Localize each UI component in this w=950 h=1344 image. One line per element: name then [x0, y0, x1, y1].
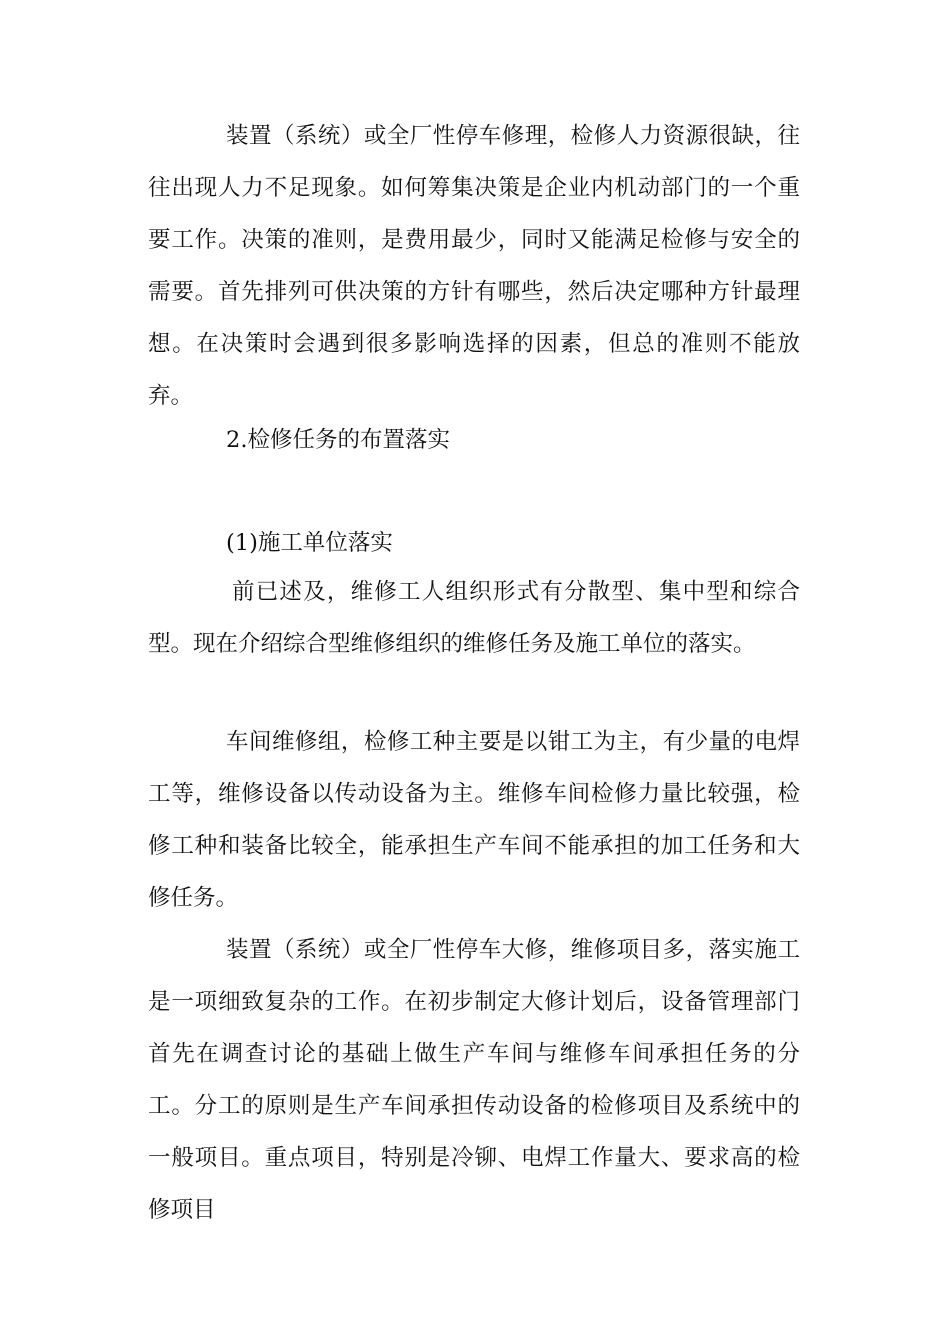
- paragraph-organization-forms: 前已述及，维修工人组织形式有分散型、集中型和综合型。现在介绍综合型维修组织的维修任务及施工单位的落实。: [148, 579, 800, 657]
- section-heading-task-assignment: 2.检修任务的布置落实: [226, 427, 450, 453]
- paragraph-overhaul-assignment: 装置（系统）或全厂性停车大修，维修项目多，落实施工是一项细致复杂的工作。在初步制定大修计划后，设备管理部门首先在调查讨论的基础上做生产车间与维修车间承担任务的分工。分工的原则是生产车间承担传动设备的检修项目及系统中的一般项目。重点项目，特别是冷铆、电焊工作量大、要求高的检修项目: [148, 937, 800, 1223]
- paragraph-workshop-maintenance: 车间维修组，检修工种主要是以钳工为主，有少量的电焊工等，维修设备以传动设备为主。维修车间检修力量比较强，检修工种和装备比较全，能承担生产车间不能承担的加工任务和大修任务。: [148, 729, 800, 911]
- paragraph-maintenance-decision: 装置（系统）或全厂性停车修理，检修人力资源很缺，往往出现人力不足现象。如何筹集决策是企业内机动部门的一个重要工作。决策的准则，是费用最少，同时又能满足检修与安全的需要。首先排列可供决策的方针有哪些，然后决定哪种方针最理想。在决策时会遇到很多影响选择的因素，但总的准则不能放弃。: [148, 123, 800, 409]
- subsection-heading-construction-unit: (1)施工单位落实: [226, 530, 393, 556]
